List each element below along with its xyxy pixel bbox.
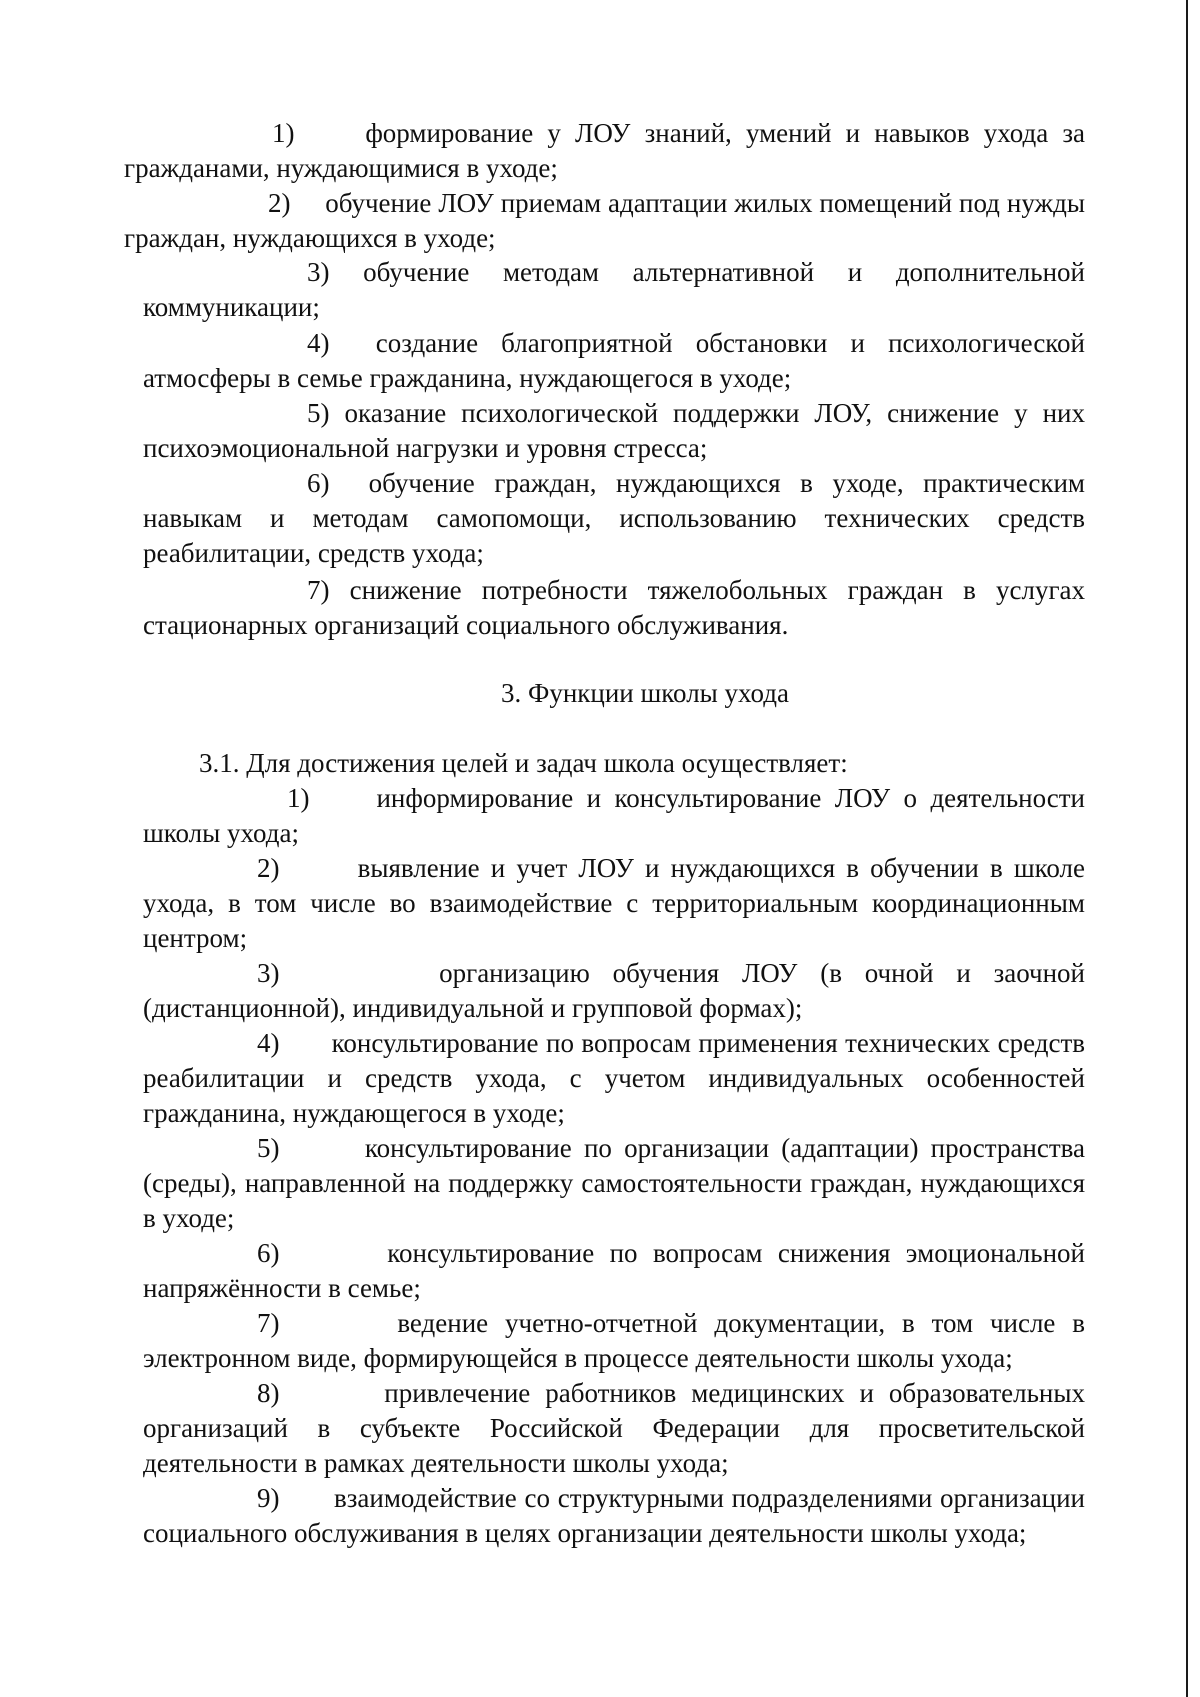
task-number: 5) [307,398,330,428]
function-item-5 [143,1131,1085,1236]
task-text: формирование у ЛОУ знаний, умений и навыков ухода за гражданами, нуждающимися в уходе; [124,118,1085,183]
function-item-4 [143,1026,1085,1131]
function-item-8 [143,1376,1085,1481]
function-text: ведение учетно-отчетной документации, в том числе в электронном виде, формирующейся в процессе деятельности школы ухода; [143,1308,1085,1373]
function-item-7 [143,1306,1085,1376]
function-text: выявление и учет ЛОУ и нуждающихся в обучении в школе ухода, в том числе во взаимодействие с территориальным координационным центром; [143,853,1085,953]
task-number: 4) [307,328,330,358]
task-number: 3) [307,257,330,287]
function-text: организацию обучения ЛОУ (в очной и заочной (дистанционной), индивидуальной и групповой формах); [143,958,1086,1023]
task-number: 7) [307,575,330,605]
function-text: привлечение работников медицинских и образовательных организаций в субъекте Российской Федерации для просветительской деятельности в рамках деятельности школы ухода; [143,1378,1085,1478]
function-item-6 [143,1236,1085,1306]
function-number: 5) [257,1133,280,1163]
task-item-7 [143,573,1085,643]
scan-edge-line [1186,0,1188,1697]
task-text: обучение ЛОУ приемам адаптации жилых помещений под нужды граждан, нуждающихся в уходе; [124,188,1085,253]
function-text: информирование и консультирование ЛОУ о деятельности школы ухода; [143,783,1086,848]
task-text: оказание психологической поддержки ЛОУ, снижение у них психоэмоциональной нагрузки и уровня стресса; [143,398,1085,463]
task-text: создание благоприятной обстановки и психологической атмосферы в семье гражданина, нуждающегося в уходе; [143,328,1085,393]
task-item-1 [124,116,1085,186]
function-text: консультирование по вопросам снижения эмоциональной напряжённости в семье; [143,1238,1085,1303]
section-heading: 3. Функции школы ухода [501,678,789,708]
task-text: снижение потребности тяжелобольных граждан в услугах стационарных организаций социального обслуживания. [143,575,1085,640]
task-text: обучение граждан, нуждающихся в уходе, практическим навыкам и методам самопомощи, использованию технических средств реабилитации, средств ухода; [143,468,1085,568]
function-number: 7) [257,1308,280,1338]
function-number: 1) [287,783,310,813]
function-text: консультирование по вопросам применения технических средств реабилитации и средств ухода, с учетом индивидуальных особенностей гражданина, нуждающегося в уходе; [143,1028,1086,1128]
function-number: 2) [257,853,280,883]
task-item-5 [143,396,1085,466]
function-text: консультирование по организации (адаптации) пространства (среды), направленной на поддержку самостоятельности граждан, нуждающихся в уходе; [143,1133,1086,1233]
function-text: взаимодействие со структурными подразделениями организации социального обслуживания в целях организации деятельности школы ухода; [143,1483,1086,1548]
function-number: 4) [257,1028,280,1058]
section-intro: 3.1. Для достижения целей и задач школа осуществляет: [199,748,848,778]
function-item-9 [143,1481,1085,1551]
function-number: 6) [257,1238,280,1268]
function-item-3 [143,956,1085,1026]
function-number: 8) [257,1378,280,1408]
task-item-6 [143,466,1085,571]
task-item-3 [143,255,1085,325]
task-number: 6) [307,468,330,498]
task-number: 2) [268,188,291,218]
task-item-4 [143,326,1085,396]
function-number: 3) [257,958,280,988]
function-number: 9) [257,1483,280,1513]
function-item-1 [143,781,1085,851]
task-text: обучение методам альтернативной и дополнительной коммуникации; [143,257,1085,322]
function-item-2 [143,851,1085,956]
task-item-2 [124,186,1085,256]
task-number: 1) [272,118,295,148]
